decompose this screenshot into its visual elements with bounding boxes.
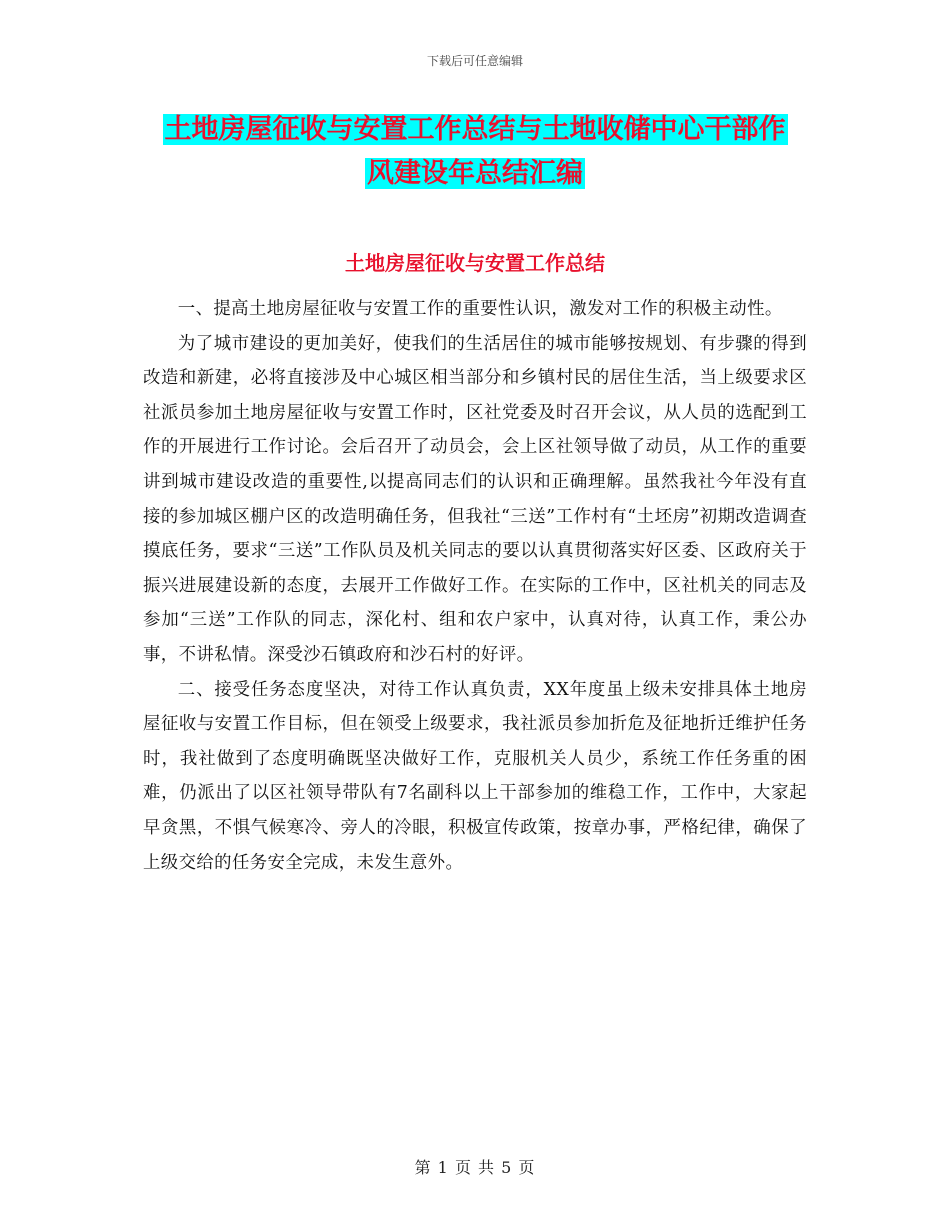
paragraph-1: 一、提高土地房屋征收与安置工作的重要性认识，激发对工作的积极主动性。 xyxy=(177,299,783,319)
document-title-line-1 xyxy=(0,112,950,148)
section-title: 土地房屋征收与安置工作总结 xyxy=(345,251,605,275)
page-footer-number: 第 1 页 共 5 页 xyxy=(414,1158,536,1177)
document-title-line-1-text: 土地房屋征收与安置工作总结与土地收储中心干部作 xyxy=(164,114,786,145)
paragraph-2: 为了城市建设的更加美好，使我们的生活居住的城市能够按规划、有步骤的得到改造和新建，必将直接涉及中心城区相当部分和乡镇村民的居住生活，当上级要求区社派员参加土地房屋征收与安置工作时，区社党委及时召开会议，从人员的选配到工作的开展进行工作讨论。会后召开了动员会，会上区社领导做了动员，从工作的重要讲到城市建设改造的重要性,以提高同志们的认识和正确理解。虽然我社今年没有直接的参加城区棚户区的改造明确任务，但我社“三送”工作村有“土坯房”初期改造调查摸底任务，要求“三送”工作队员及机关同志的要以认真贯彻落实好区委、区政府关于振兴进展建设新的态度，去展开工作做好工作。在实际的工作中，区社机关的同志及参加“三送”工作队的同志，深化村、组和农户家中，认真对待，认真工作，秉公办事，不讲私情。深受沙石镇政府和沙石村的好评。 xyxy=(143,333,807,665)
document-title-line-2-text: 风建设年总结汇编 xyxy=(367,158,583,189)
document-title-line-2 xyxy=(0,156,950,192)
page-header-note: 下载后可任意编辑 xyxy=(426,54,523,68)
paragraph-3: 二、接受任务态度坚决，对待工作认真负责，XX年度虽上级未安排具体土地房屋征收与安置工作目标，但在领受上级要求，我社派员参加折危及征地折迁维护任务时，我社做到了态度明确既坚决做好工作，克服机关人员少，系统工作任务重的困难，仍派出了以区社领导带队有7名副科以上干部参加的维稳工作，工作中，大家起早贪黑，不惧气候寒冷、旁人的冷眼，积极宣传政策，按章办事，严格纪律，确保了上级交给的任务安全完成，未发生意外。 xyxy=(143,679,807,873)
document-body xyxy=(143,292,807,880)
